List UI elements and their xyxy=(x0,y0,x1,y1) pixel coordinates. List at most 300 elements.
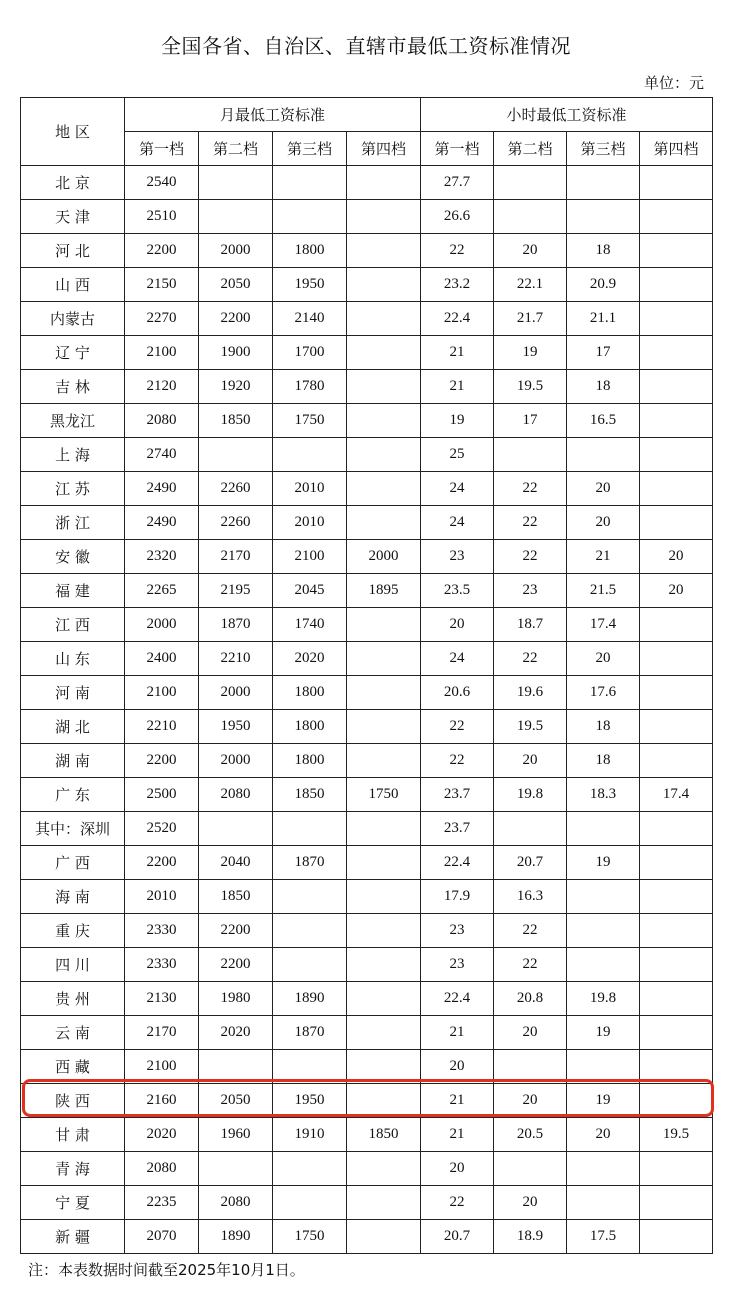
monthly-tier-1-cell: 2265 xyxy=(125,574,199,608)
monthly-tier-2-cell: 1900 xyxy=(199,336,273,370)
header-monthly-tier-2: 第二档 xyxy=(199,132,273,166)
hourly-tier-3-cell: 21.1 xyxy=(567,302,640,336)
hourly-tier-4-cell xyxy=(640,506,713,540)
hourly-tier-1-cell: 21 xyxy=(421,1016,494,1050)
monthly-tier-2-cell: 1950 xyxy=(199,710,273,744)
monthly-tier-4-cell xyxy=(347,710,421,744)
hourly-tier-2-cell: 17 xyxy=(494,404,567,438)
region-cell: 甘 肃 xyxy=(21,1118,125,1152)
monthly-tier-2-cell: 1850 xyxy=(199,880,273,914)
monthly-tier-3-cell xyxy=(273,200,347,234)
monthly-tier-1-cell: 2080 xyxy=(125,404,199,438)
table-row xyxy=(21,302,713,336)
monthly-tier-2-cell: 2200 xyxy=(199,948,273,982)
hourly-tier-3-cell: 20 xyxy=(567,472,640,506)
monthly-tier-4-cell xyxy=(347,268,421,302)
monthly-tier-2-cell: 2080 xyxy=(199,778,273,812)
hourly-tier-1-cell: 24 xyxy=(421,472,494,506)
table-row xyxy=(21,710,713,744)
region-cell: 辽 宁 xyxy=(21,336,125,370)
region-cell: 吉 林 xyxy=(21,370,125,404)
hourly-tier-3-cell: 21 xyxy=(567,540,640,574)
hourly-tier-2-cell: 22 xyxy=(494,472,567,506)
hourly-tier-3-cell: 18 xyxy=(567,744,640,778)
region-cell: 山 东 xyxy=(21,642,125,676)
monthly-tier-2-cell: 2000 xyxy=(199,234,273,268)
hourly-tier-2-cell: 21.7 xyxy=(494,302,567,336)
hourly-tier-4-cell xyxy=(640,744,713,778)
table-row xyxy=(21,166,713,200)
table-row xyxy=(21,914,713,948)
hourly-tier-4-cell xyxy=(640,302,713,336)
monthly-tier-2-cell: 2050 xyxy=(199,1084,273,1118)
hourly-tier-2-cell: 16.3 xyxy=(494,880,567,914)
monthly-tier-3-cell: 2045 xyxy=(273,574,347,608)
monthly-tier-2-cell: 1980 xyxy=(199,982,273,1016)
header-hourly-tier-3: 第三档 xyxy=(567,132,640,166)
hourly-tier-2-cell: 23 xyxy=(494,574,567,608)
hourly-tier-1-cell: 23 xyxy=(421,540,494,574)
page-title: 全国各省、自治区、直辖市最低工资标准情况 xyxy=(161,34,571,58)
region-cell: 陕 西 xyxy=(21,1084,125,1118)
hourly-tier-3-cell xyxy=(567,166,640,200)
monthly-tier-2-cell: 2200 xyxy=(199,914,273,948)
hourly-tier-2-cell: 22 xyxy=(494,914,567,948)
region-cell: 宁 夏 xyxy=(21,1186,125,1220)
monthly-tier-1-cell: 2500 xyxy=(125,778,199,812)
hourly-tier-3-cell: 17 xyxy=(567,336,640,370)
monthly-tier-4-cell: 1850 xyxy=(347,1118,421,1152)
hourly-tier-3-cell: 19.8 xyxy=(567,982,640,1016)
hourly-tier-4-cell xyxy=(640,200,713,234)
monthly-tier-3-cell xyxy=(273,166,347,200)
monthly-tier-4-cell xyxy=(347,1152,421,1186)
table-row xyxy=(21,1152,713,1186)
region-cell: 浙 江 xyxy=(21,506,125,540)
monthly-tier-1-cell: 2270 xyxy=(125,302,199,336)
region-cell: 其中：深圳 xyxy=(21,812,125,846)
hourly-tier-4-cell xyxy=(640,166,713,200)
hourly-tier-1-cell: 26.6 xyxy=(421,200,494,234)
monthly-tier-3-cell: 1870 xyxy=(273,846,347,880)
monthly-tier-3-cell: 2100 xyxy=(273,540,347,574)
monthly-tier-4-cell xyxy=(347,642,421,676)
hourly-tier-4-cell xyxy=(640,268,713,302)
table-row xyxy=(21,370,713,404)
monthly-tier-1-cell: 2100 xyxy=(125,336,199,370)
hourly-tier-1-cell: 22 xyxy=(421,710,494,744)
hourly-tier-1-cell: 20 xyxy=(421,1152,494,1186)
table-row xyxy=(21,540,713,574)
monthly-tier-4-cell xyxy=(347,880,421,914)
header-hourly-tier-4: 第四档 xyxy=(640,132,713,166)
monthly-tier-4-cell xyxy=(347,1220,421,1254)
table-row xyxy=(21,608,713,642)
hourly-tier-1-cell: 24 xyxy=(421,506,494,540)
hourly-tier-2-cell: 22.1 xyxy=(494,268,567,302)
hourly-tier-4-cell: 20 xyxy=(640,574,713,608)
monthly-tier-2-cell: 2000 xyxy=(199,676,273,710)
monthly-tier-2-cell: 2195 xyxy=(199,574,273,608)
region-cell: 江 西 xyxy=(21,608,125,642)
monthly-tier-3-cell xyxy=(273,438,347,472)
monthly-tier-4-cell xyxy=(347,1084,421,1118)
monthly-tier-1-cell: 2100 xyxy=(125,676,199,710)
hourly-tier-4-cell xyxy=(640,982,713,1016)
monthly-tier-2-cell: 2260 xyxy=(199,506,273,540)
monthly-tier-2-cell xyxy=(199,200,273,234)
hourly-tier-1-cell: 20 xyxy=(421,1050,494,1084)
hourly-tier-2-cell xyxy=(494,1050,567,1084)
header-hourly: 小时最低工资标准 xyxy=(421,98,713,132)
hourly-tier-1-cell: 21 xyxy=(421,1118,494,1152)
table-row xyxy=(21,744,713,778)
monthly-tier-2-cell: 2080 xyxy=(199,1186,273,1220)
hourly-tier-1-cell: 23.2 xyxy=(421,268,494,302)
monthly-tier-4-cell: 1895 xyxy=(347,574,421,608)
hourly-tier-3-cell xyxy=(567,812,640,846)
hourly-tier-3-cell xyxy=(567,438,640,472)
minimum-wage-table xyxy=(20,97,713,1254)
monthly-tier-3-cell: 1870 xyxy=(273,1016,347,1050)
monthly-tier-4-cell xyxy=(347,744,421,778)
hourly-tier-4-cell xyxy=(640,846,713,880)
monthly-tier-4-cell xyxy=(347,472,421,506)
region-cell: 湖 北 xyxy=(21,710,125,744)
monthly-tier-3-cell: 1850 xyxy=(273,778,347,812)
region-cell: 重 庆 xyxy=(21,914,125,948)
monthly-tier-3-cell: 1750 xyxy=(273,1220,347,1254)
hourly-tier-3-cell: 19 xyxy=(567,1016,640,1050)
monthly-tier-2-cell: 2260 xyxy=(199,472,273,506)
hourly-tier-2-cell: 22 xyxy=(494,540,567,574)
monthly-tier-1-cell: 2330 xyxy=(125,948,199,982)
hourly-tier-2-cell: 22 xyxy=(494,948,567,982)
monthly-tier-4-cell xyxy=(347,336,421,370)
hourly-tier-3-cell: 20.9 xyxy=(567,268,640,302)
monthly-tier-1-cell: 2540 xyxy=(125,166,199,200)
monthly-tier-2-cell: 2000 xyxy=(199,744,273,778)
monthly-tier-2-cell xyxy=(199,1152,273,1186)
hourly-tier-4-cell: 19.5 xyxy=(640,1118,713,1152)
monthly-tier-1-cell: 2120 xyxy=(125,370,199,404)
monthly-tier-1-cell: 2200 xyxy=(125,744,199,778)
monthly-tier-4-cell xyxy=(347,166,421,200)
table-row xyxy=(21,404,713,438)
monthly-tier-3-cell: 2020 xyxy=(273,642,347,676)
hourly-tier-2-cell xyxy=(494,812,567,846)
hourly-tier-1-cell: 22.4 xyxy=(421,846,494,880)
hourly-tier-3-cell xyxy=(567,1186,640,1220)
hourly-tier-2-cell: 18.7 xyxy=(494,608,567,642)
region-cell: 河 南 xyxy=(21,676,125,710)
hourly-tier-1-cell: 20.6 xyxy=(421,676,494,710)
monthly-tier-3-cell: 1700 xyxy=(273,336,347,370)
hourly-tier-2-cell: 20 xyxy=(494,744,567,778)
monthly-tier-2-cell: 2020 xyxy=(199,1016,273,1050)
hourly-tier-1-cell: 22 xyxy=(421,234,494,268)
hourly-tier-2-cell: 20 xyxy=(494,1186,567,1220)
monthly-tier-4-cell xyxy=(347,1016,421,1050)
hourly-tier-3-cell: 20 xyxy=(567,506,640,540)
hourly-tier-3-cell: 17.5 xyxy=(567,1220,640,1254)
monthly-tier-2-cell: 2210 xyxy=(199,642,273,676)
hourly-tier-3-cell xyxy=(567,200,640,234)
table-row xyxy=(21,1050,713,1084)
hourly-tier-1-cell: 23.5 xyxy=(421,574,494,608)
monthly-tier-1-cell: 2235 xyxy=(125,1186,199,1220)
table-row xyxy=(21,676,713,710)
region-cell: 广 西 xyxy=(21,846,125,880)
header-region: 地 区 xyxy=(21,98,125,166)
hourly-tier-3-cell xyxy=(567,1152,640,1186)
hourly-tier-4-cell xyxy=(640,608,713,642)
hourly-tier-3-cell: 17.4 xyxy=(567,608,640,642)
monthly-tier-1-cell: 2320 xyxy=(125,540,199,574)
table-row xyxy=(21,506,713,540)
region-cell: 云 南 xyxy=(21,1016,125,1050)
monthly-tier-1-cell: 2330 xyxy=(125,914,199,948)
hourly-tier-4-cell xyxy=(640,812,713,846)
hourly-tier-4-cell: 20 xyxy=(640,540,713,574)
hourly-tier-1-cell: 22.4 xyxy=(421,982,494,1016)
monthly-tier-2-cell: 2040 xyxy=(199,846,273,880)
hourly-tier-3-cell xyxy=(567,1050,640,1084)
monthly-tier-1-cell: 2100 xyxy=(125,1050,199,1084)
monthly-tier-1-cell: 2200 xyxy=(125,234,199,268)
monthly-tier-4-cell xyxy=(347,676,421,710)
table-row xyxy=(21,234,713,268)
region-cell: 四 川 xyxy=(21,948,125,982)
table-row xyxy=(21,1118,713,1152)
monthly-tier-3-cell: 1800 xyxy=(273,710,347,744)
monthly-tier-3-cell xyxy=(273,914,347,948)
hourly-tier-2-cell: 20 xyxy=(494,234,567,268)
monthly-tier-4-cell xyxy=(347,370,421,404)
monthly-tier-3-cell: 1800 xyxy=(273,676,347,710)
hourly-tier-4-cell xyxy=(640,438,713,472)
table-row xyxy=(21,880,713,914)
monthly-tier-3-cell: 2140 xyxy=(273,302,347,336)
region-cell: 贵 州 xyxy=(21,982,125,1016)
monthly-tier-3-cell xyxy=(273,1050,347,1084)
table-row xyxy=(21,1084,713,1118)
monthly-tier-1-cell: 2740 xyxy=(125,438,199,472)
monthly-tier-3-cell: 1800 xyxy=(273,234,347,268)
hourly-tier-4-cell xyxy=(640,472,713,506)
monthly-tier-3-cell: 1800 xyxy=(273,744,347,778)
monthly-tier-4-cell xyxy=(347,1050,421,1084)
monthly-tier-1-cell: 2150 xyxy=(125,268,199,302)
region-cell: 湖 南 xyxy=(21,744,125,778)
monthly-tier-3-cell xyxy=(273,1152,347,1186)
monthly-tier-3-cell: 2010 xyxy=(273,506,347,540)
hourly-tier-1-cell: 22.4 xyxy=(421,302,494,336)
monthly-tier-1-cell: 2010 xyxy=(125,880,199,914)
hourly-tier-1-cell: 24 xyxy=(421,642,494,676)
monthly-tier-1-cell: 2520 xyxy=(125,812,199,846)
monthly-tier-4-cell xyxy=(347,234,421,268)
hourly-tier-3-cell: 20 xyxy=(567,642,640,676)
hourly-tier-1-cell: 23 xyxy=(421,914,494,948)
header-monthly-tier-1: 第一档 xyxy=(125,132,199,166)
hourly-tier-1-cell: 25 xyxy=(421,438,494,472)
hourly-tier-2-cell: 20.8 xyxy=(494,982,567,1016)
monthly-tier-2-cell: 2050 xyxy=(199,268,273,302)
hourly-tier-2-cell: 22 xyxy=(494,506,567,540)
hourly-tier-2-cell xyxy=(494,438,567,472)
monthly-tier-4-cell xyxy=(347,200,421,234)
region-cell: 北 京 xyxy=(21,166,125,200)
hourly-tier-1-cell: 21 xyxy=(421,336,494,370)
hourly-tier-4-cell xyxy=(640,1186,713,1220)
hourly-tier-1-cell: 23.7 xyxy=(421,812,494,846)
monthly-tier-3-cell: 1780 xyxy=(273,370,347,404)
monthly-tier-1-cell: 2510 xyxy=(125,200,199,234)
hourly-tier-1-cell: 22 xyxy=(421,1186,494,1220)
footnote: 注：本表数据时间截至2025年10月1日。 xyxy=(28,1261,305,1279)
hourly-tier-4-cell xyxy=(640,336,713,370)
hourly-tier-2-cell: 19.8 xyxy=(494,778,567,812)
hourly-tier-4-cell xyxy=(640,642,713,676)
monthly-tier-3-cell xyxy=(273,812,347,846)
table-body xyxy=(21,166,713,1254)
monthly-tier-2-cell: 1920 xyxy=(199,370,273,404)
monthly-tier-3-cell: 1740 xyxy=(273,608,347,642)
monthly-tier-2-cell xyxy=(199,812,273,846)
monthly-tier-4-cell xyxy=(347,404,421,438)
monthly-tier-4-cell xyxy=(347,914,421,948)
hourly-tier-2-cell: 19 xyxy=(494,336,567,370)
region-cell: 福 建 xyxy=(21,574,125,608)
hourly-tier-2-cell xyxy=(494,166,567,200)
header-row-top xyxy=(21,98,713,132)
table-row xyxy=(21,1186,713,1220)
hourly-tier-4-cell xyxy=(640,710,713,744)
monthly-tier-4-cell xyxy=(347,608,421,642)
monthly-tier-1-cell: 2080 xyxy=(125,1152,199,1186)
hourly-tier-1-cell: 21 xyxy=(421,1084,494,1118)
monthly-tier-2-cell xyxy=(199,438,273,472)
region-cell: 新 疆 xyxy=(21,1220,125,1254)
monthly-tier-2-cell: 1870 xyxy=(199,608,273,642)
hourly-tier-1-cell: 20.7 xyxy=(421,1220,494,1254)
monthly-tier-2-cell xyxy=(199,166,273,200)
monthly-tier-4-cell xyxy=(347,982,421,1016)
hourly-tier-2-cell: 20 xyxy=(494,1016,567,1050)
monthly-tier-1-cell: 2070 xyxy=(125,1220,199,1254)
monthly-tier-3-cell xyxy=(273,948,347,982)
hourly-tier-4-cell xyxy=(640,1016,713,1050)
table-row xyxy=(21,268,713,302)
monthly-tier-4-cell xyxy=(347,846,421,880)
hourly-tier-1-cell: 17.9 xyxy=(421,880,494,914)
hourly-tier-2-cell: 20.5 xyxy=(494,1118,567,1152)
monthly-tier-3-cell xyxy=(273,1186,347,1220)
monthly-tier-1-cell: 2020 xyxy=(125,1118,199,1152)
hourly-tier-3-cell: 20 xyxy=(567,1118,640,1152)
table-row xyxy=(21,1220,713,1254)
header-monthly-tier-3: 第三档 xyxy=(273,132,347,166)
monthly-tier-1-cell: 2000 xyxy=(125,608,199,642)
hourly-tier-2-cell: 18.9 xyxy=(494,1220,567,1254)
hourly-tier-3-cell xyxy=(567,880,640,914)
monthly-tier-2-cell xyxy=(199,1050,273,1084)
hourly-tier-4-cell xyxy=(640,676,713,710)
region-cell: 广 东 xyxy=(21,778,125,812)
hourly-tier-1-cell: 23 xyxy=(421,948,494,982)
hourly-tier-3-cell: 18 xyxy=(567,370,640,404)
header-monthly-tier-4: 第四档 xyxy=(347,132,421,166)
header-hourly-tier-1: 第一档 xyxy=(421,132,494,166)
hourly-tier-1-cell: 22 xyxy=(421,744,494,778)
region-cell: 江 苏 xyxy=(21,472,125,506)
hourly-tier-2-cell: 20 xyxy=(494,1084,567,1118)
monthly-tier-3-cell: 1910 xyxy=(273,1118,347,1152)
hourly-tier-4-cell xyxy=(640,1220,713,1254)
region-cell: 安 徽 xyxy=(21,540,125,574)
monthly-tier-3-cell xyxy=(273,880,347,914)
monthly-tier-1-cell: 2160 xyxy=(125,1084,199,1118)
monthly-tier-4-cell xyxy=(347,1186,421,1220)
hourly-tier-1-cell: 20 xyxy=(421,608,494,642)
region-cell: 西 藏 xyxy=(21,1050,125,1084)
monthly-tier-4-cell xyxy=(347,506,421,540)
header-monthly: 月最低工资标准 xyxy=(125,98,421,132)
monthly-tier-4-cell xyxy=(347,302,421,336)
table-row xyxy=(21,948,713,982)
monthly-tier-3-cell: 1950 xyxy=(273,1084,347,1118)
monthly-tier-2-cell: 1890 xyxy=(199,1220,273,1254)
hourly-tier-4-cell xyxy=(640,1152,713,1186)
hourly-tier-1-cell: 23.7 xyxy=(421,778,494,812)
monthly-tier-1-cell: 2400 xyxy=(125,642,199,676)
hourly-tier-2-cell xyxy=(494,1152,567,1186)
monthly-tier-3-cell: 1890 xyxy=(273,982,347,1016)
hourly-tier-2-cell xyxy=(494,200,567,234)
table-row xyxy=(21,438,713,472)
hourly-tier-4-cell xyxy=(640,1050,713,1084)
table-row xyxy=(21,778,713,812)
region-cell: 黑龙江 xyxy=(21,404,125,438)
table-row xyxy=(21,812,713,846)
table-row xyxy=(21,1016,713,1050)
hourly-tier-2-cell: 19.6 xyxy=(494,676,567,710)
table-row xyxy=(21,336,713,370)
hourly-tier-4-cell xyxy=(640,1084,713,1118)
hourly-tier-2-cell: 19.5 xyxy=(494,710,567,744)
monthly-tier-4-cell: 2000 xyxy=(347,540,421,574)
region-cell: 天 津 xyxy=(21,200,125,234)
monthly-tier-1-cell: 2200 xyxy=(125,846,199,880)
region-cell: 河 北 xyxy=(21,234,125,268)
hourly-tier-4-cell xyxy=(640,370,713,404)
region-cell: 内蒙古 xyxy=(21,302,125,336)
monthly-tier-2-cell: 2200 xyxy=(199,302,273,336)
region-cell: 海 南 xyxy=(21,880,125,914)
monthly-tier-1-cell: 2210 xyxy=(125,710,199,744)
table-row xyxy=(21,982,713,1016)
hourly-tier-3-cell: 21.5 xyxy=(567,574,640,608)
region-cell: 山 西 xyxy=(21,268,125,302)
hourly-tier-1-cell: 19 xyxy=(421,404,494,438)
table-row xyxy=(21,472,713,506)
region-cell: 青 海 xyxy=(21,1152,125,1186)
table-row xyxy=(21,574,713,608)
monthly-tier-2-cell: 1850 xyxy=(199,404,273,438)
hourly-tier-2-cell: 22 xyxy=(494,642,567,676)
monthly-tier-1-cell: 2490 xyxy=(125,472,199,506)
